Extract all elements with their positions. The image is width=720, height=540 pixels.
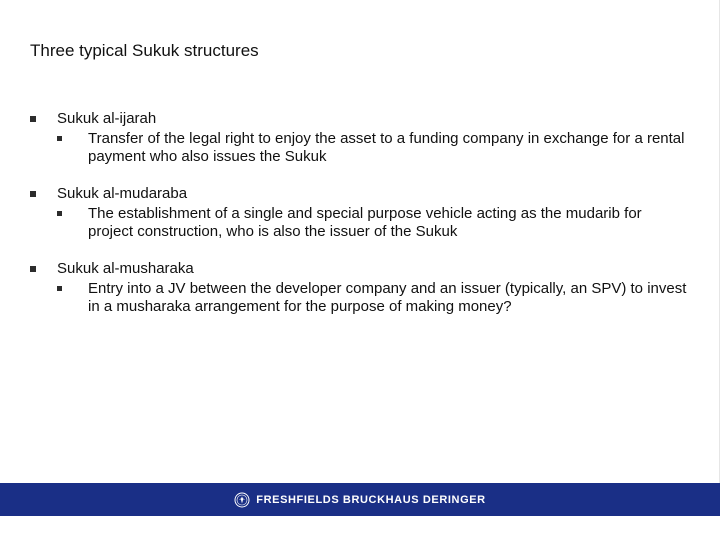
square-bullet-icon xyxy=(57,136,62,141)
bottom-strip xyxy=(0,516,720,540)
sub-list-item xyxy=(30,130,690,166)
bullet-list xyxy=(30,110,690,335)
bullet-label: Sukuk al-ijarah xyxy=(57,110,157,127)
sub-list-item xyxy=(30,205,690,241)
list-item xyxy=(30,185,690,241)
list-item xyxy=(30,260,690,316)
sub-bullet-text: Transfer of the legal right to enjoy the asset to a funding company in exchange for a rental payment who also issues the Sukuk xyxy=(88,130,685,165)
sub-bullet-text: The establishment of a single and special purpose vehicle acting as the mudarib for project construction, who is also the issuer of the Sukuk xyxy=(88,205,642,240)
square-bullet-icon xyxy=(57,211,62,216)
list-item xyxy=(30,110,690,166)
seal-icon xyxy=(234,492,250,508)
brand-name: FRESHFIELDS BRUCKHAUS DERINGER xyxy=(256,493,486,506)
square-bullet-icon xyxy=(30,116,36,122)
footer-bar xyxy=(0,483,720,516)
bullet-label: Sukuk al-musharaka xyxy=(57,260,194,277)
slide-title: Three typical Sukuk structures xyxy=(30,41,259,60)
sub-list-item xyxy=(30,280,690,316)
sub-bullet-text: Entry into a JV between the developer company and an issuer (typically, an SPV) to invest in a musharaka arrangement for the purpose of making money? xyxy=(88,280,687,315)
brand-logo xyxy=(234,492,485,508)
bullet-label: Sukuk al-mudaraba xyxy=(57,185,188,202)
square-bullet-icon xyxy=(57,286,62,291)
square-bullet-icon xyxy=(30,266,36,272)
square-bullet-icon xyxy=(30,191,36,197)
